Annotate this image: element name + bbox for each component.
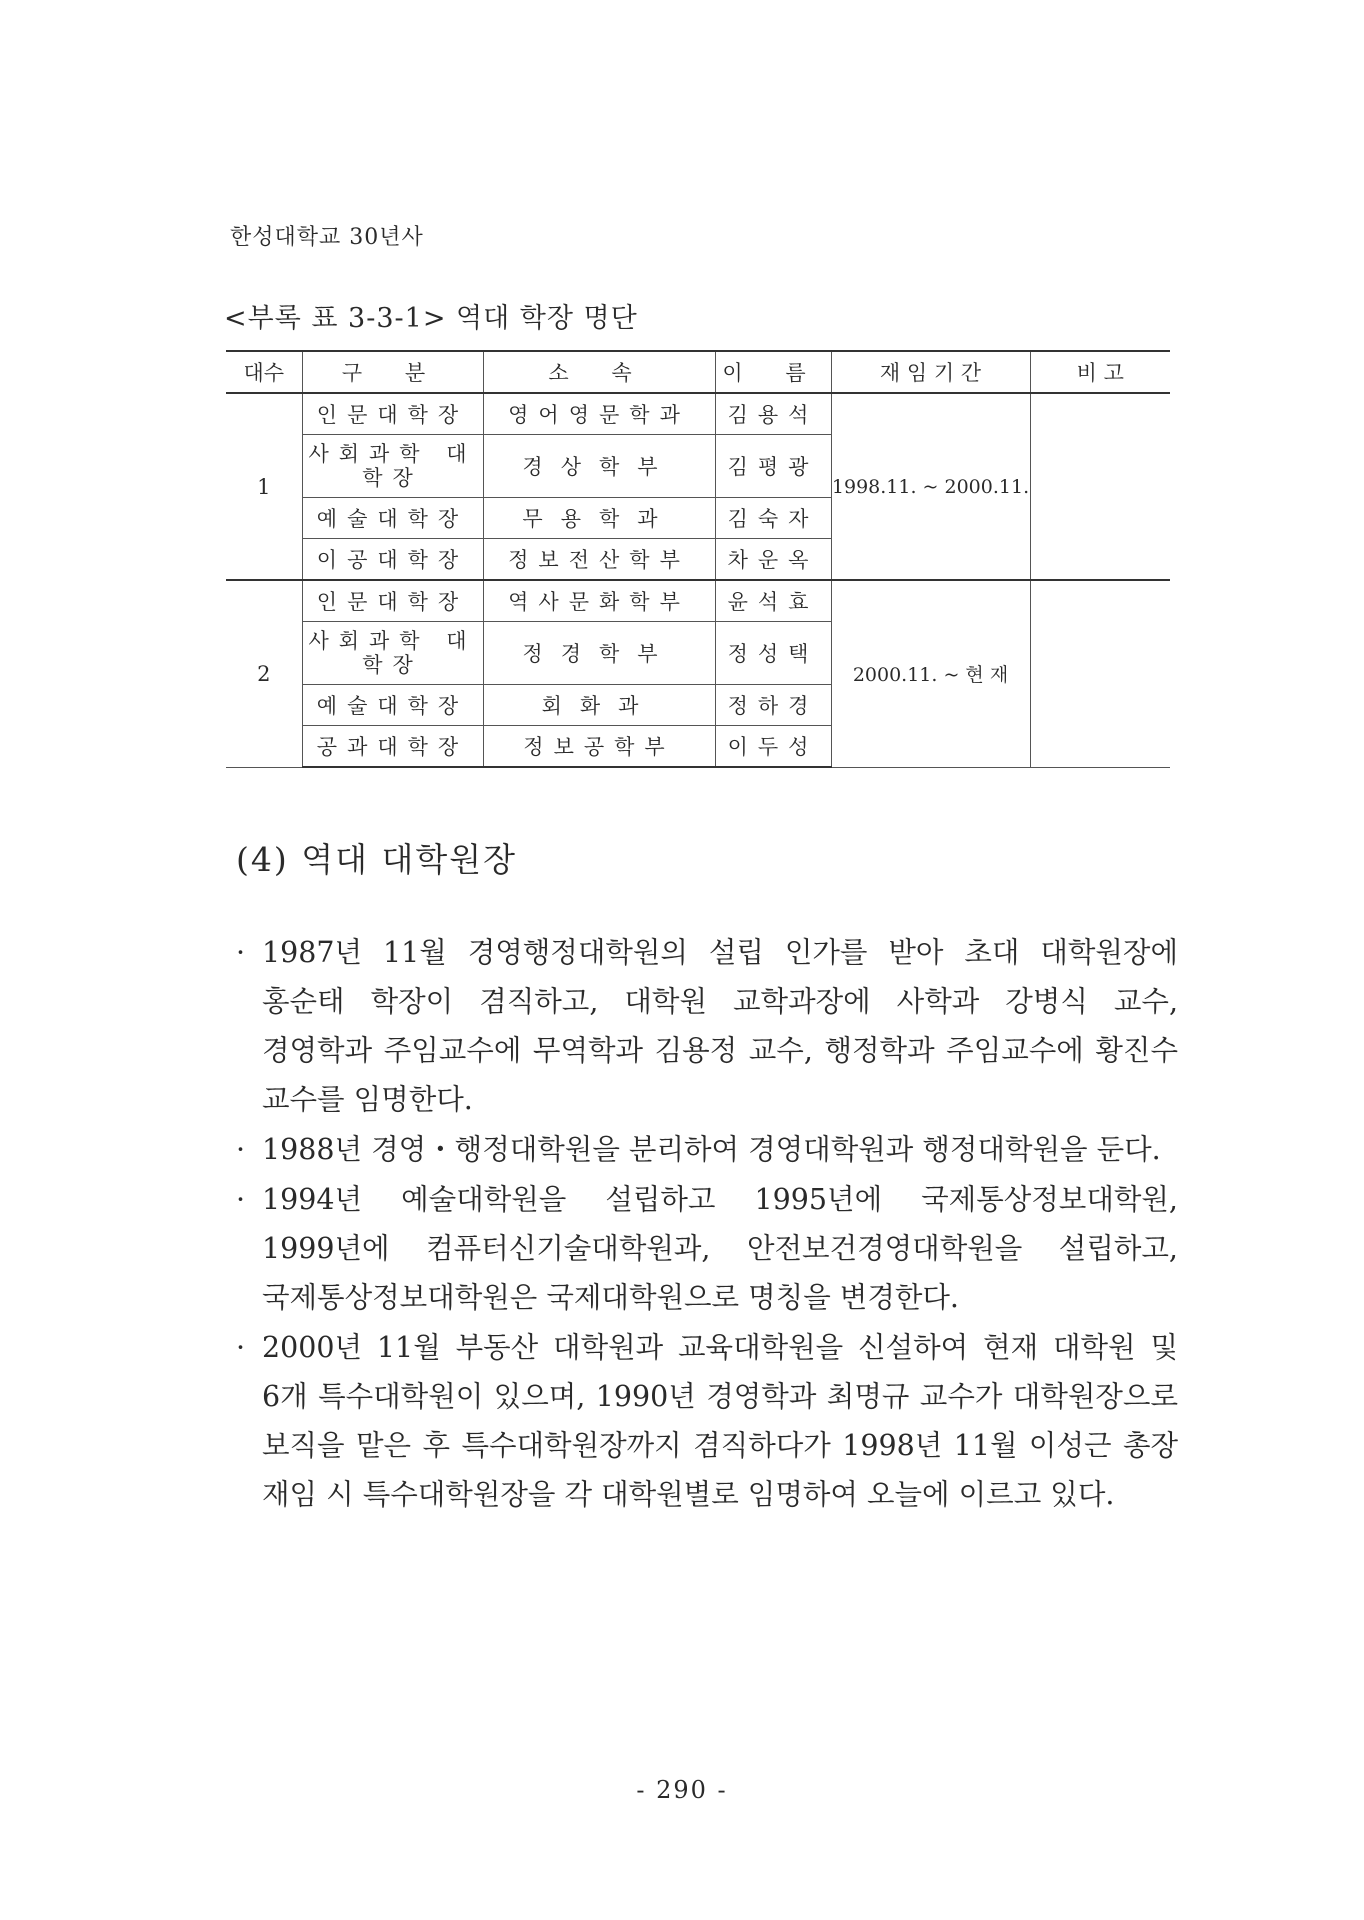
name-cell: 김용석 <box>715 393 831 435</box>
header-period: 재 임 기 간 <box>831 351 1030 393</box>
section-heading: (4) 역대 대학원장 <box>236 840 517 879</box>
name-cell: 김숙자 <box>715 498 831 539</box>
division-cell: 이공대학장 <box>302 539 483 581</box>
division-cell: 사회과학 대학장 <box>302 622 483 685</box>
name-cell: 김평광 <box>715 435 831 498</box>
remark-cell <box>1030 580 1170 767</box>
division-cell: 공과대학장 <box>302 726 483 768</box>
header-name: 이 름 <box>715 351 831 393</box>
name-cell: 정하경 <box>715 685 831 726</box>
table-caption: <부록 표 3-3-1> 역대 학장 명단 <box>224 303 638 334</box>
list-item: · 2000년 11월 부동산 대학원과 교육대학원을 신설하여 현재 대학원 및 6개 특수대학원이 있으며, 1990년 경영학과 최명규 교수가 대학원장으로 보직을 맡은 후 특수대학원장까지 겸직하다가 1998년 11월 이성근 총장 재임 시 특수대학원장을 각 대학원별로 임명하여 오늘에 이르고 있다. <box>232 1323 1178 1519</box>
table-row <box>226 393 1170 435</box>
name-cell: 이두성 <box>715 726 831 768</box>
deans-table <box>226 350 1170 768</box>
name-cell: 정성택 <box>715 622 831 685</box>
name-cell: 윤석효 <box>715 580 831 622</box>
history-paragraph-list <box>232 928 1178 1520</box>
header-term: 대수 <box>226 351 302 393</box>
affiliation-cell: 경상학부 <box>483 435 715 498</box>
division-cell: 예술대학장 <box>302 498 483 539</box>
term-cell: 2 <box>226 580 302 767</box>
list-item: · 1987년 11월 경영행정대학원의 설립 인가를 받아 초대 대학원장에 홍순태 학장이 겸직하고, 대학원 교학과장에 사학과 강병식 교수, 경영학과 주임교수에 무역학과 김용정 교수, 행정학과 주임교수에 황진수 교수를 임명한다. <box>232 928 1178 1124</box>
page-number: - 290 - <box>636 1776 728 1804</box>
period-cell: 1998.11. ~ 2000.11. <box>831 393 1030 580</box>
division-cell: 사회과학 대학장 <box>302 435 483 498</box>
name-cell: 차운옥 <box>715 539 831 581</box>
header-division: 구 분 <box>302 351 483 393</box>
term-cell: 1 <box>226 393 302 580</box>
affiliation-cell: 정경학부 <box>483 622 715 685</box>
running-head: 한성대학교 30년사 <box>230 225 424 250</box>
affiliation-cell: 무용학과 <box>483 498 715 539</box>
affiliation-cell: 역사문화학부 <box>483 580 715 622</box>
deans-table-container <box>226 350 1170 768</box>
affiliation-cell: 영어영문학과 <box>483 393 715 435</box>
header-affiliation: 소 속 <box>483 351 715 393</box>
remark-cell <box>1030 393 1170 580</box>
list-item: · 1988년 경영・행정대학원을 분리하여 경영대학원과 행정대학원을 둔다. <box>232 1125 1178 1174</box>
table-row <box>226 580 1170 622</box>
period-cell: 2000.11. ~ 현 재 <box>831 580 1030 767</box>
division-cell: 인문대학장 <box>302 393 483 435</box>
list-item: · 1994년 예술대학원을 설립하고 1995년에 국제통상정보대학원, 1999년에 컴퓨터신기술대학원과, 안전보건경영대학원을 설립하고, 국제통상정보대학원은 국제대학원으로 명칭을 변경한다. <box>232 1175 1178 1322</box>
header-remark: 비 고 <box>1030 351 1170 393</box>
affiliation-cell: 회화과 <box>483 685 715 726</box>
affiliation-cell: 정보공학부 <box>483 726 715 768</box>
table-header-row <box>226 351 1170 393</box>
division-cell: 예술대학장 <box>302 685 483 726</box>
division-cell: 인문대학장 <box>302 580 483 622</box>
affiliation-cell: 정보전산학부 <box>483 539 715 581</box>
